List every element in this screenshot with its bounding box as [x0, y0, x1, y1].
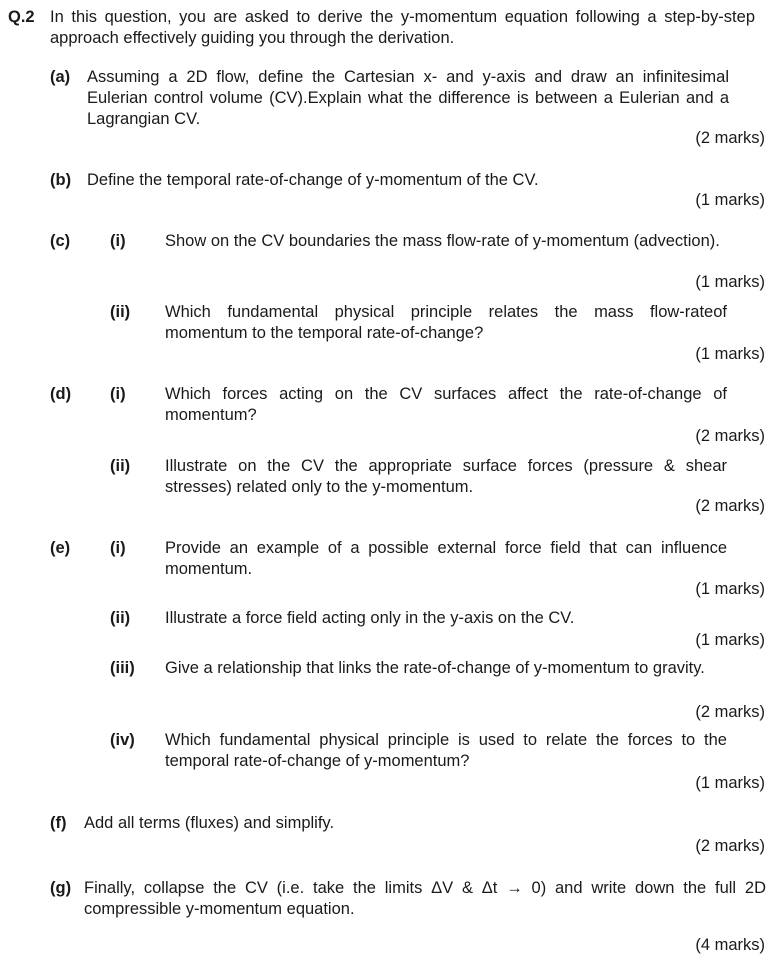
part-e-ii-marks: (1 marks)	[695, 631, 765, 649]
part-e-i-text: Provide an example of a possible external force field that can influence momentum.	[165, 539, 727, 578]
part-c-ii-label: (ii)	[110, 303, 131, 321]
question-intro: In this question, you are asked to derive the y-momentum equation following a step-by-step approach effectively guiding you through the derivation.	[50, 8, 755, 47]
question-number: Q.2	[8, 8, 35, 26]
part-d-i-text: Which forces acting on the CV surfaces affect the rate-of-change of momentum?	[165, 385, 727, 424]
part-e-i-label: (i)	[110, 539, 126, 557]
part-f-text: Add all terms (fluxes) and simplify.	[84, 814, 335, 832]
part-c-i-marks: (1 marks)	[695, 273, 765, 291]
part-g-marks: (4 marks)	[695, 936, 765, 954]
part-e-iii-label: (iii)	[110, 659, 135, 677]
part-d-ii-marks: (2 marks)	[695, 497, 765, 515]
part-c-ii-text: Which fundamental physical principle relates the mass flow-rateof momentum to the temporal rate-of-change?	[165, 303, 727, 342]
part-e-iii-text: Give a relationship that links the rate-of-change of y-momentum to gravity.	[165, 659, 705, 677]
part-e-ii-text: Illustrate a force field acting only in the y-axis on the CV.	[165, 609, 575, 627]
part-c-i-text: Show on the CV boundaries the mass flow-rate of y-momentum (advection).	[165, 232, 720, 250]
part-d-i-marks: (2 marks)	[695, 427, 765, 445]
part-c-ii-marks: (1 marks)	[695, 345, 765, 363]
part-d-ii-text: Illustrate on the CV the appropriate surface forces (pressure & shear stresses) related only to the y-momentum.	[165, 457, 727, 496]
part-f-marks: (2 marks)	[695, 837, 765, 855]
part-d-label: (d)	[50, 385, 72, 403]
part-e-iii-marks: (2 marks)	[695, 703, 765, 721]
part-a-marks: (2 marks)	[695, 129, 765, 147]
part-e-iv-marks: (1 marks)	[695, 774, 765, 792]
part-g-label: (g)	[50, 879, 72, 897]
part-d-ii-label: (ii)	[110, 457, 131, 475]
part-e-i-marks: (1 marks)	[695, 580, 765, 598]
part-e-iv-text: Which fundamental physical principle is used to relate the forces to the temporal rate-of-change of y-momentum?	[165, 731, 727, 770]
part-g-text: Finally, collapse the CV (i.e. take the limits ΔV & Δt → 0) and write down the full 2D compressible y-momentum equation.	[84, 879, 766, 918]
part-b-label: (b)	[50, 171, 72, 189]
part-a-text: Assuming a 2D flow, define the Cartesian x- and y-axis and draw an infinitesimal Eulerian control volume (CV).Explain what the difference is between a Eulerian and a Lagrangian CV.	[87, 68, 729, 128]
part-e-iv-label: (iv)	[110, 731, 135, 749]
part-c-i-label: (i)	[110, 232, 126, 250]
part-a-label: (a)	[50, 68, 71, 86]
part-b-marks: (1 marks)	[695, 191, 765, 209]
part-c-label: (c)	[50, 232, 71, 250]
part-e-label: (e)	[50, 539, 71, 557]
part-e-ii-label: (ii)	[110, 609, 131, 627]
part-b-text: Define the temporal rate-of-change of y-momentum of the CV.	[87, 171, 539, 189]
part-d-i-label: (i)	[110, 385, 126, 403]
part-f-label: (f)	[50, 814, 67, 832]
